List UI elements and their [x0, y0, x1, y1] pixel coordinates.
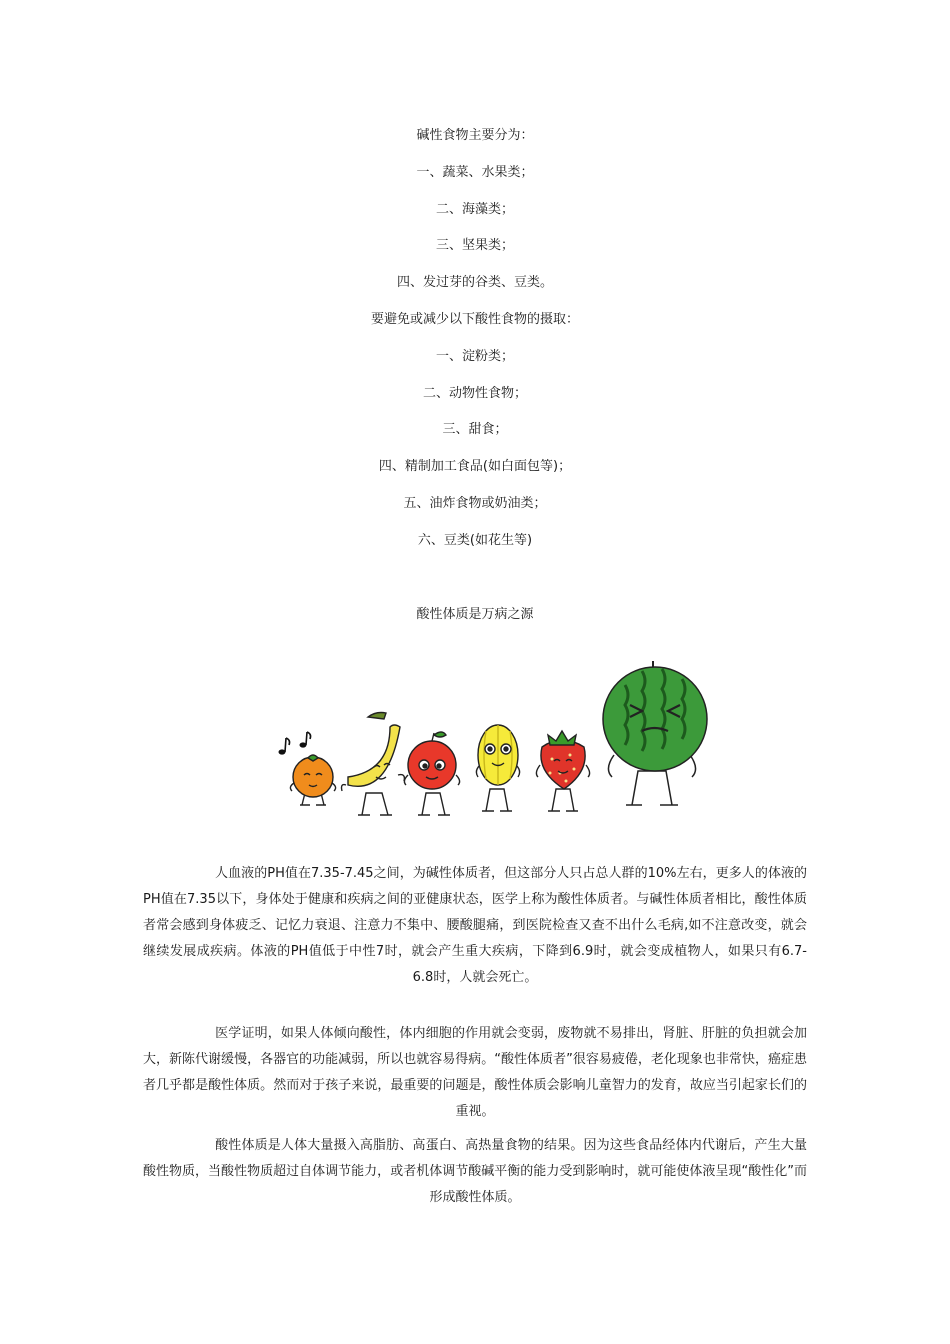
list-item: 三、甜食；: [442, 422, 508, 438]
paragraph: 医学证明，如果人体倾向酸性，体内细胞的作用就会变弱，废物就不易排出，肾脏、肝脏的负担就会加大，新陈代谢缓慢，各器官的功能减弱，所以也就容易得病。“酸性体质者”很容易疲倦，老化现象也非常快，癌症患者几乎都是酸性体质。然而对于孩子来说，最重要的问题是，酸性体质会影响儿童智力的发育，故应当引起家长们的重视。: [143, 1026, 807, 1119]
music-notes-icon: [279, 732, 311, 755]
paragraph: 人血液的PH值在7.35-7.45之间，为碱性体质者，但这部分人只占总人群的10%左右，更多人的体液的PH值在7.35以下，身体处于健康和疾病之间的亚健康状态，医学上称为酸性体质者。与碱性体质者相比，酸性体质者常会感到身体疲乏、记忆力衰退、注意力不集中、腰酸腿痛，到医院检查又查不出什么毛病,如不注意改变，就会继续发展成疾病。体液的PH值低于中性7时，就会产生重大疾病，下降到6.9时，就会变成植物人，如果只有6.7-6.8时，人就会死亡。: [143, 866, 807, 985]
list-item: 一、淀粉类；: [435, 348, 514, 364]
list-item: 要避免或减少以下酸性食物的摄取：: [370, 311, 579, 327]
list-item: 一、蔬菜、水果类；: [416, 164, 534, 180]
banana-character-icon: [342, 713, 405, 816]
paragraph: 酸性体质是人体大量摄入高脂肪、高蛋白、高热量食物的结果。因为这些食品经体内代谢后，产生大量酸性物质，当酸性物质超过自体调节能力，或者机体调节酸碱平衡的能力受到影响时，就可能使体液呈现“酸性化”而形成酸性体质。: [143, 1138, 807, 1205]
strawberry-character-icon: [536, 731, 589, 811]
list-item: 碱性食物主要分为：: [416, 128, 534, 143]
section-title: 酸性体质是万病之源: [416, 607, 534, 622]
list-item: 四、发过芽的谷类、豆类。: [396, 275, 553, 291]
list-item: 四、精制加工食品(如白面包等)；: [378, 459, 572, 475]
list-item: 二、动物性食物；: [422, 385, 527, 401]
fruit-characters-illustration: [270, 655, 720, 825]
watermelon-character-icon: [603, 661, 707, 805]
lemon-character-icon: [476, 725, 519, 811]
list-item: 二、海藻类；: [435, 201, 514, 217]
list-item: 五、油炸食物或奶油类；: [403, 495, 547, 511]
food-list: [0, 126, 950, 568]
list-item: 三、坚果类；: [435, 238, 514, 254]
apple-character-icon: [404, 732, 459, 815]
orange-character-icon: [290, 755, 335, 805]
list-item: 六、豆类(如花生等): [417, 532, 533, 548]
